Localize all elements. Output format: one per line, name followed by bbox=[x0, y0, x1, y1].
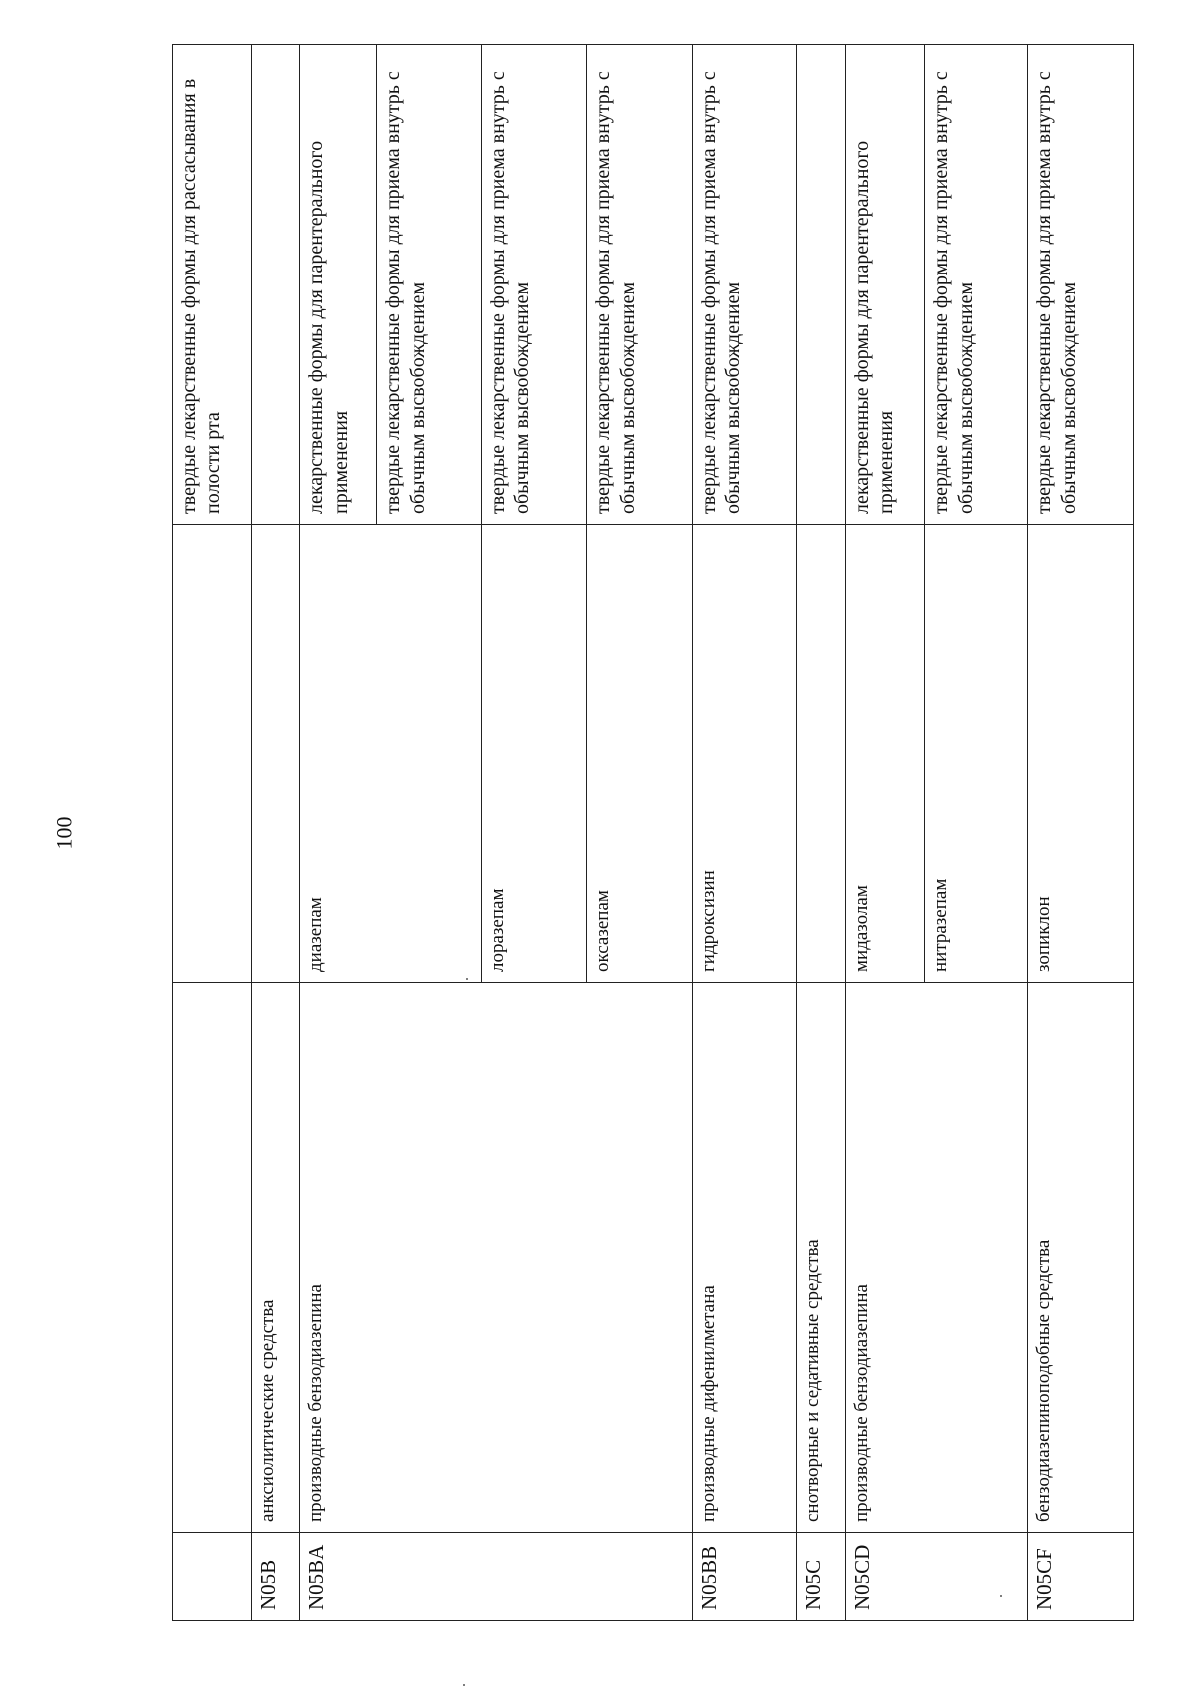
table-row bbox=[252, 45, 300, 1621]
atc-code: N05B bbox=[252, 1533, 300, 1621]
table-row bbox=[796, 45, 845, 1621]
atc-code: N05BB bbox=[692, 1533, 796, 1621]
atc-code: N05BA bbox=[300, 1533, 692, 1621]
page-number: 100 bbox=[51, 816, 77, 850]
form-cell bbox=[252, 45, 300, 525]
form-cell: твердые лекарственные формы для приема внутрь с обычным высвобождением bbox=[925, 45, 1028, 525]
group-cell: производные бензодиазепина bbox=[300, 983, 692, 1533]
atc-code: N05C bbox=[796, 1533, 845, 1621]
group-cell: снотворные и седативные средства bbox=[796, 983, 845, 1533]
drug-cell bbox=[173, 525, 252, 983]
drug-cell: диазепам bbox=[300, 525, 482, 983]
scan-speck bbox=[463, 1684, 465, 1686]
form-cell: твердые лекарственные формы для рассасывания в полости рта bbox=[173, 45, 252, 525]
drug-cell: гидроксизин bbox=[692, 525, 796, 983]
scan-speck bbox=[466, 978, 468, 980]
drug-cell: оксазепам bbox=[587, 525, 692, 983]
table-row bbox=[845, 45, 924, 1621]
atc-code: N05CD bbox=[845, 1533, 1028, 1621]
form-cell: твердые лекарственные формы для приема внутрь с обычным высвобождением bbox=[587, 45, 692, 525]
drug-cell bbox=[796, 525, 845, 983]
drug-table bbox=[172, 44, 1134, 1621]
table-row bbox=[1028, 45, 1134, 1621]
table-row bbox=[692, 45, 796, 1621]
form-cell: твердые лекарственные формы для приема внутрь с обычным высвобождением bbox=[377, 45, 481, 525]
group-cell: производные дифенилметана bbox=[692, 983, 796, 1533]
drug-cell: мидазолам bbox=[845, 525, 924, 983]
table-rotator bbox=[172, 45, 1134, 1621]
atc-code: N05CF bbox=[1028, 1533, 1134, 1621]
form-cell bbox=[796, 45, 845, 525]
code-cell bbox=[173, 1533, 252, 1621]
drug-cell bbox=[252, 525, 300, 983]
form-cell: твердые лекарственные формы для приема внутрь с обычным высвобождением bbox=[692, 45, 796, 525]
drug-cell: зопиклон bbox=[1028, 525, 1134, 983]
form-cell: лекарственные формы для парентерального применения bbox=[845, 45, 924, 525]
group-cell: бензодиазепиноподобные средства bbox=[1028, 983, 1134, 1533]
form-cell: твердые лекарственные формы для приема внутрь с обычным высвобождением bbox=[481, 45, 586, 525]
group-cell: анксиолитические средства bbox=[252, 983, 300, 1533]
table-row bbox=[173, 45, 252, 1621]
table-row bbox=[300, 45, 377, 1621]
drug-cell: нитразепам bbox=[925, 525, 1028, 983]
form-cell: твердые лекарственные формы для приема внутрь с обычным высвобождением bbox=[1028, 45, 1134, 525]
drug-cell: лоразепам bbox=[481, 525, 586, 983]
group-cell bbox=[173, 983, 252, 1533]
form-cell: лекарственные формы для парентерального применения bbox=[300, 45, 377, 525]
group-cell: производные бензодиазепина bbox=[845, 983, 1028, 1533]
scan-speck bbox=[1000, 1595, 1002, 1597]
